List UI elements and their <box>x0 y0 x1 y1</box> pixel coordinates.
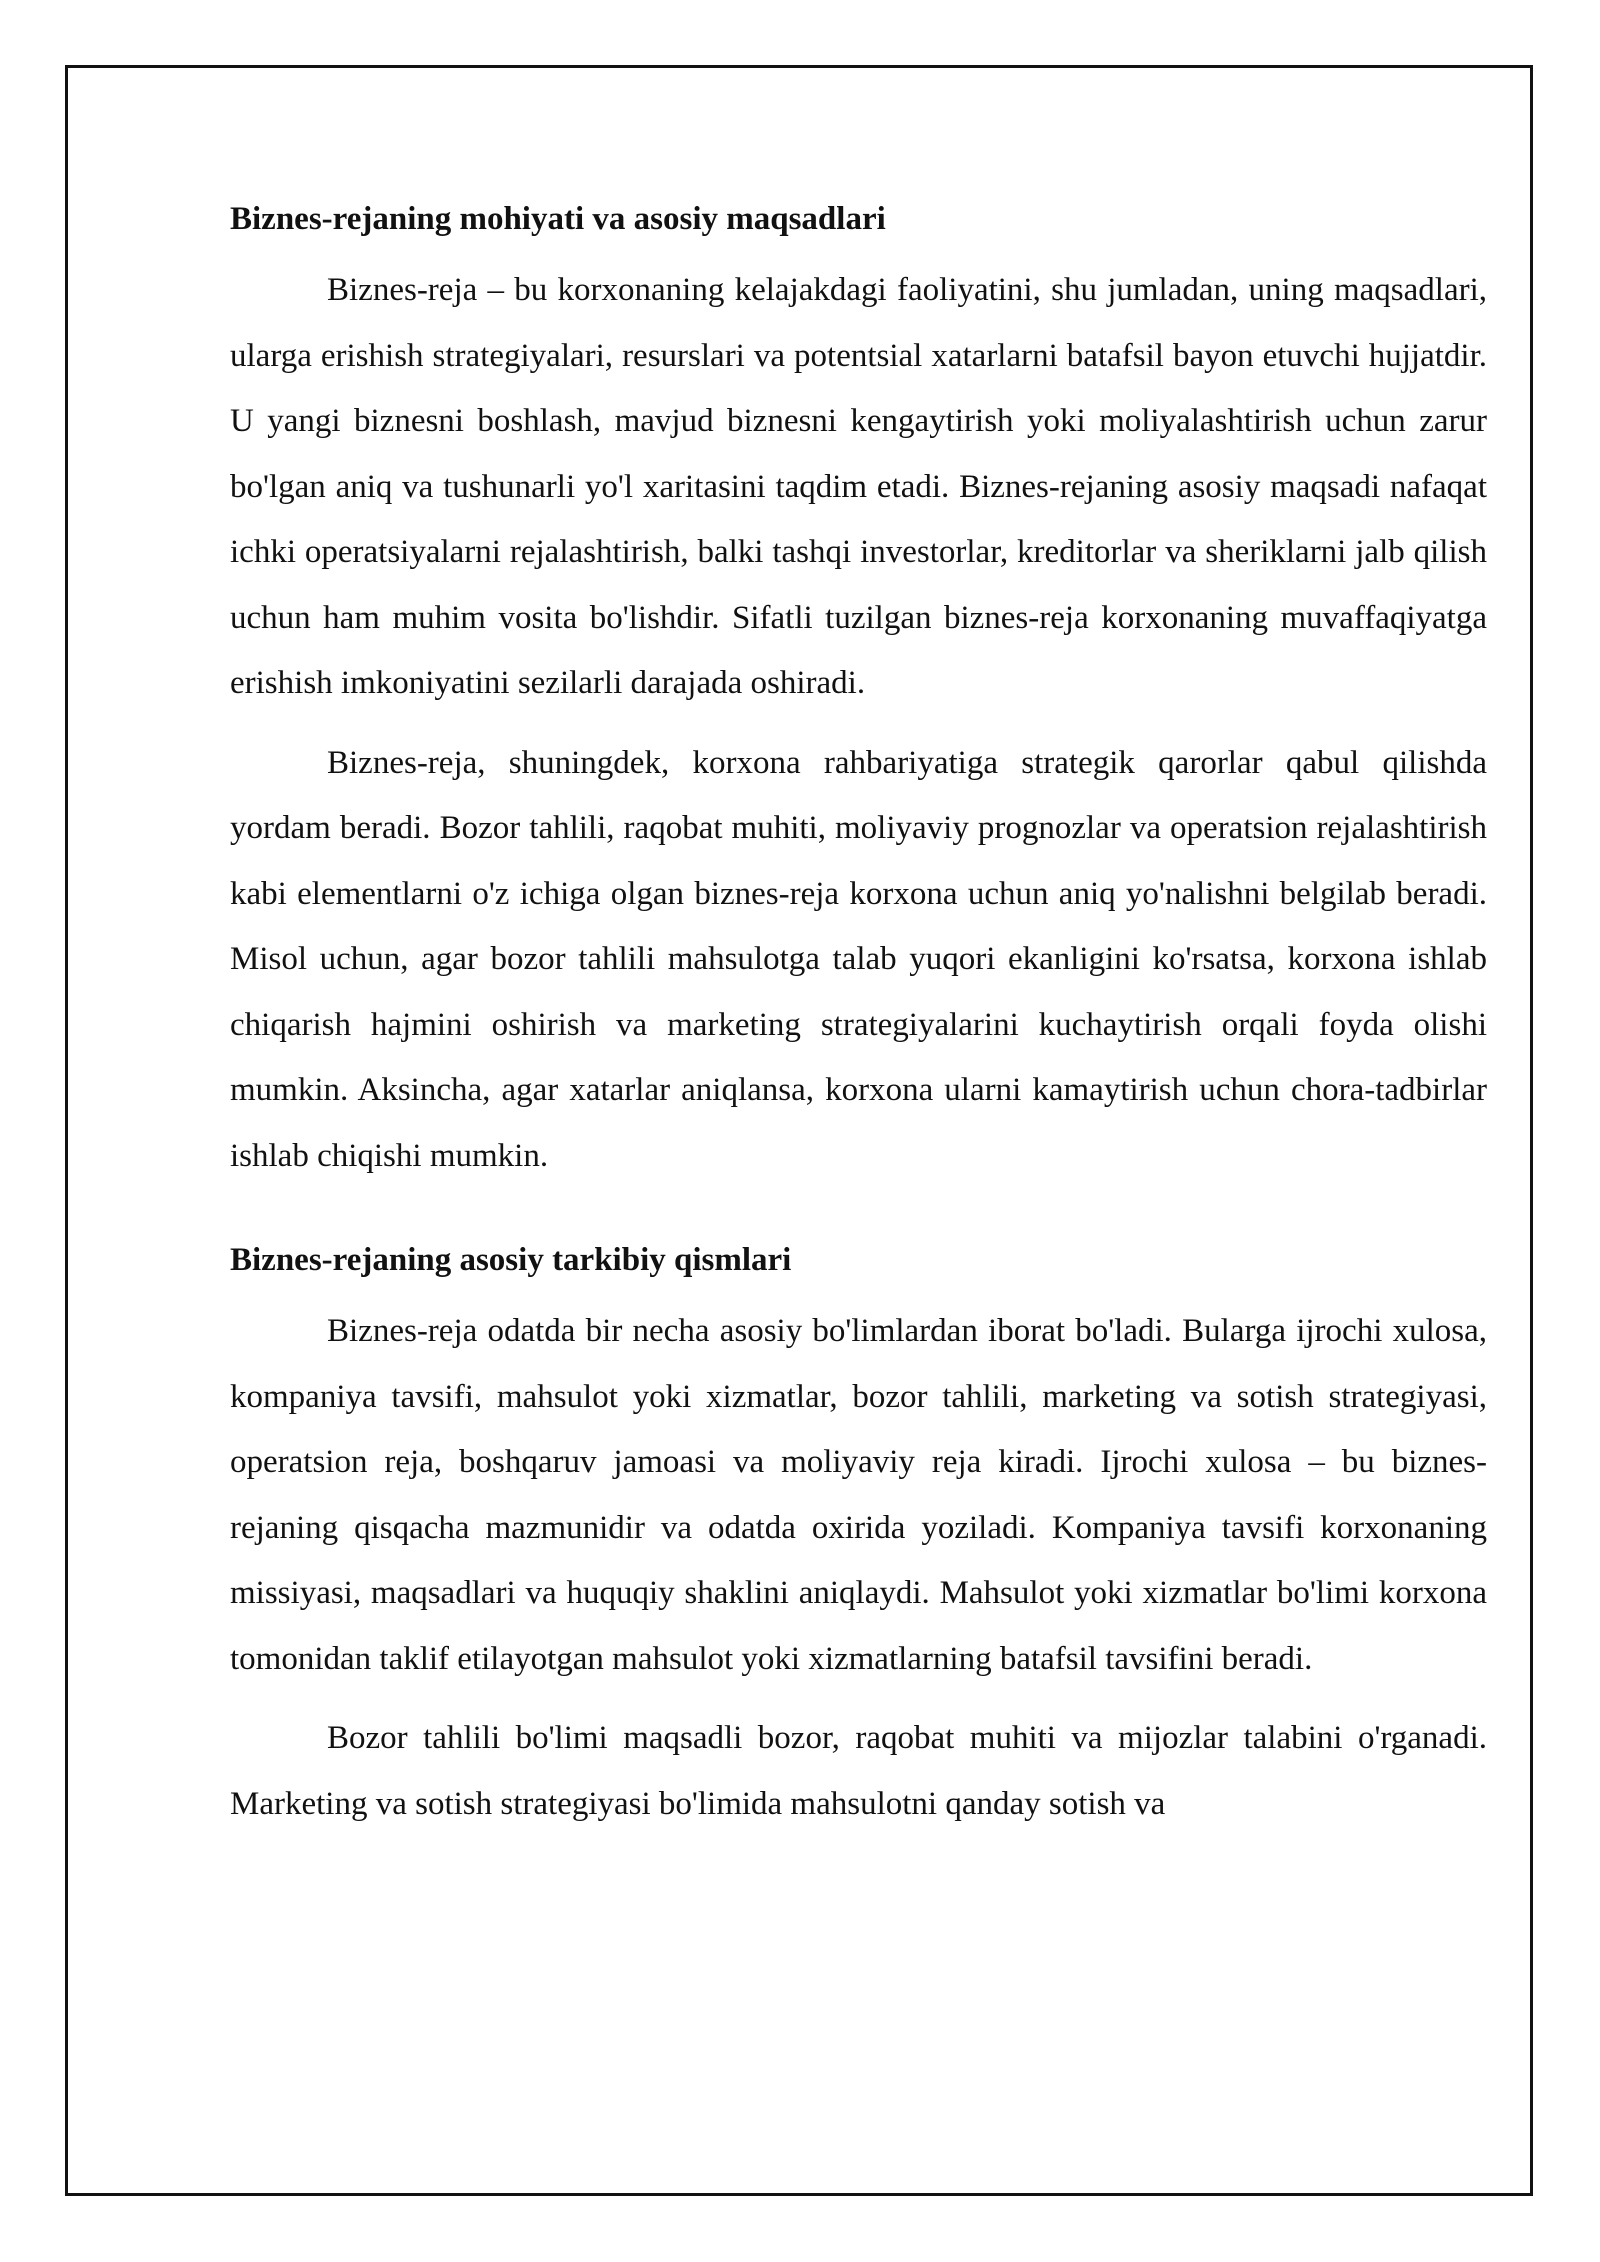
paragraph: Biznes-reja, shuningdek, korxona rahbariyatiga strategik qarorlar qabul qilishda yordam beradi. Bozor tahlili, raqobat muhiti, moliyaviy prognozlar va operatsion rejalashtirish kabi elementlarni o'z ichiga olgan biznes-reja korxona uchun aniq yo'nalishni belgilab beradi. Misol uchun, agar bozor tahlili mahsulotga talab yuqori ekanligini ko'rsatsa, korxona ishlab chiqarish hajmini oshirish va marketing strategiyalarini kuchaytirish orqali foyda olishi mumkin. Aksincha, agar xatarlar aniqlansa, korxona ularni kamaytirish uchun chora-tadbirlar ishlab chiqishi mumkin. <box>230 744 1487 1174</box>
section-heading: Biznes-rejaning mohiyati va asosiy maqsadlari <box>230 201 886 237</box>
section-components <box>230 1237 1487 1837</box>
paragraph: Biznes-reja – bu korxonaning kelajakdagi faoliyatini, shu jumladan, uning maqsadlari, ularga erishish strategiyalari, resurslari va potentsial xatarlarni batafsil bayon etuvchi hujjatdir. U yangi biznesni boshlash, mavjud biznesni kengaytirish yoki moliyalashtirish uchun zarur bo'lgan aniq va tushunarli yo'l xaritasini taqdim etadi. Biznes-rejaning asosiy maqsadi nafaqat ichki operatsiyalarni rejalashtirish, balki tashqi investorlar, kreditorlar va sheriklarni jalb qilish uchun ham muhim vosita bo'lishdir. Sifatli tuzilgan biznes-reja korxonaning muvaffaqiyatga erishish imkoniyatini sezilarli darajada oshiradi. <box>230 272 1487 701</box>
document-body <box>230 196 1487 1851</box>
section-essence <box>230 196 1487 1189</box>
paragraph: Biznes-reja odatda bir necha asosiy bo'limlardan iborat bo'ladi. Bularga ijrochi xulosa, kompaniya tavsifi, mahsulot yoki xizmatlar, bozor tahlili, marketing va sotish strategiyasi, operatsion reja, boshqaruv jamoasi va moliyaviy reja kiradi. Ijrochi xulosa – bu biznes-rejaning qisqacha mazmunidir va odatda oxirida yoziladi. Kompaniya tavsifi korxonaning missiyasi, maqsadlari va huquqiy shaklini aniqlaydi. Mahsulot yoki xizmatlar bo'limi korxona tomonidan taklif etilayotgan mahsulot yoki xizmatlarning batafsil tavsifini beradi. <box>230 1313 1487 1677</box>
paragraph: Bozor tahlili bo'limi maqsadli bozor, raqobat muhiti va mijozlar talabini o'rganadi. Marketing va sotish strategiyasi bo'limida mahsulotni qanday sotish va <box>230 1720 1487 1822</box>
section-heading: Biznes-rejaning asosiy tarkibiy qismlari <box>230 1242 792 1278</box>
